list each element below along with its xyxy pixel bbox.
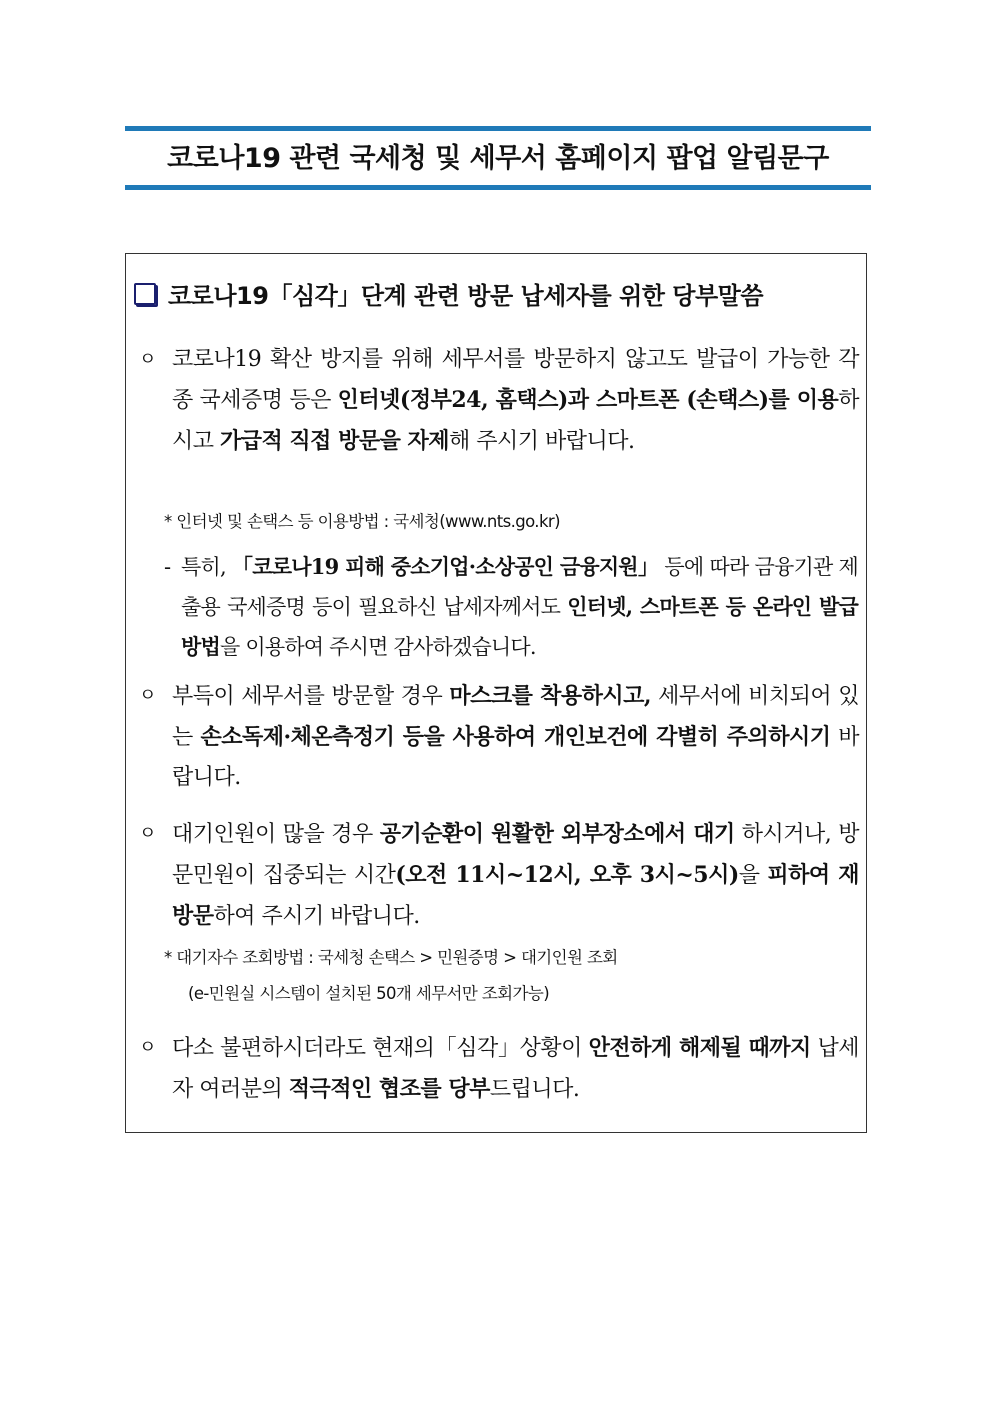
circle-bullet-icon: ㅇ bbox=[139, 685, 157, 706]
page-title: 코로나19 관련 국세청 및 세무서 홈페이지 팝업 알림문구 bbox=[167, 143, 829, 174]
paragraph-visit-precautions bbox=[134, 676, 859, 798]
text-run: 을 bbox=[738, 863, 768, 888]
heading-text: 코로나19「심각」단계 관련 방문 납세자를 위한 당부말씀 bbox=[168, 282, 764, 310]
circle-bullet-icon: ㅇ bbox=[139, 1037, 157, 1058]
paragraph-text bbox=[172, 676, 859, 798]
text-run: 세무서에 비치되어 있는 bbox=[172, 684, 859, 750]
sub-item-text bbox=[181, 547, 858, 667]
title-rule-bottom bbox=[125, 185, 871, 190]
bold-run: (오전 11시~12시, 오후 3시~5시) bbox=[395, 862, 739, 888]
text-run: 특히, bbox=[181, 555, 232, 579]
circle-bullet-icon: ㅇ bbox=[139, 823, 157, 844]
text-run: 부득이 세무서를 방문할 경우 bbox=[172, 684, 450, 709]
text-run: 하시거나, 방문민원이 집중되는 시간 bbox=[172, 822, 860, 888]
bold-run: 「코로나19 피해 중소기업·소상공인 금융지원」 bbox=[231, 554, 659, 579]
waiting-lookup-note: * 대기자수 조회방법 : 국세청 손택스 > 민원증명 > 대기인원 조회 bbox=[164, 948, 618, 967]
bold-run: 공기순환이 원활한 외부장소에서 대기 bbox=[379, 821, 735, 847]
paragraph-text bbox=[172, 340, 859, 462]
text-run: 드립니다. bbox=[489, 1077, 580, 1102]
text-run: 을 이용하여 주시면 감사하겠습니다. bbox=[219, 635, 536, 659]
paragraph-text bbox=[172, 814, 859, 937]
text-run: 등에 따라 금융기관 제출용 국세증명 등이 필요하신 납세자께서도 bbox=[181, 555, 858, 619]
bold-run: 마스크를 착용하시고, bbox=[449, 683, 651, 709]
paragraph-text bbox=[172, 1028, 859, 1110]
bold-run: 적극적인 협조를 당부 bbox=[288, 1076, 490, 1102]
circle-bullet-icon: ㅇ bbox=[139, 349, 157, 370]
title-rule-top bbox=[125, 126, 871, 131]
paragraph-waiting-guidance bbox=[134, 814, 859, 937]
notice-heading bbox=[134, 276, 859, 316]
text-run: 납세자 여러분의 bbox=[172, 1036, 859, 1102]
usage-note: * 인터넷 및 손택스 등 이용방법 : 국세청(www.nts.go.kr) bbox=[164, 512, 560, 531]
text-run: 하시고 bbox=[172, 388, 859, 454]
text-run: 하여 주시기 바랍니다. bbox=[213, 904, 420, 929]
sub-item-financial-support bbox=[164, 547, 858, 667]
text-run: 대기인원이 많을 경우 bbox=[172, 822, 380, 847]
checkbox-square-icon bbox=[134, 283, 156, 305]
paragraph-cooperation-request bbox=[134, 1028, 859, 1110]
bold-run: 가급적 직접 방문을 자제 bbox=[220, 428, 449, 454]
text-run: 다소 불편하시더라도 현재의「심각」상황이 bbox=[172, 1036, 589, 1061]
bold-run: 피하여 재방문 bbox=[172, 862, 860, 929]
bold-run: 인터넷(정부24, 홈택스)과 스마트폰 (손택스)를 이용 bbox=[337, 387, 839, 413]
waiting-lookup-scope-note: (e-민원실 시스템이 설치된 50개 세무서만 조회가능) bbox=[188, 984, 550, 1003]
text-run: 코로나19 확산 방지를 위해 세무서를 방문하지 않고도 발급이 가능한 각종 국세증명 등은 bbox=[172, 347, 859, 413]
text-run: 바랍니다. bbox=[172, 725, 860, 790]
text-run: 해 주시기 바랍니다. bbox=[449, 429, 635, 454]
dash-marker: - bbox=[164, 555, 171, 579]
paragraph-online-services bbox=[134, 340, 859, 462]
notice-box bbox=[125, 253, 867, 1133]
bold-run: 손소독제·체온측정기 등을 사용하여 개인보건에 각별히 주의하시기 bbox=[200, 724, 831, 750]
bold-run: 인터넷, 스마트폰 등 온라인 발급방법 bbox=[181, 594, 858, 659]
bold-run: 안전하게 해제될 때까지 bbox=[588, 1035, 811, 1061]
